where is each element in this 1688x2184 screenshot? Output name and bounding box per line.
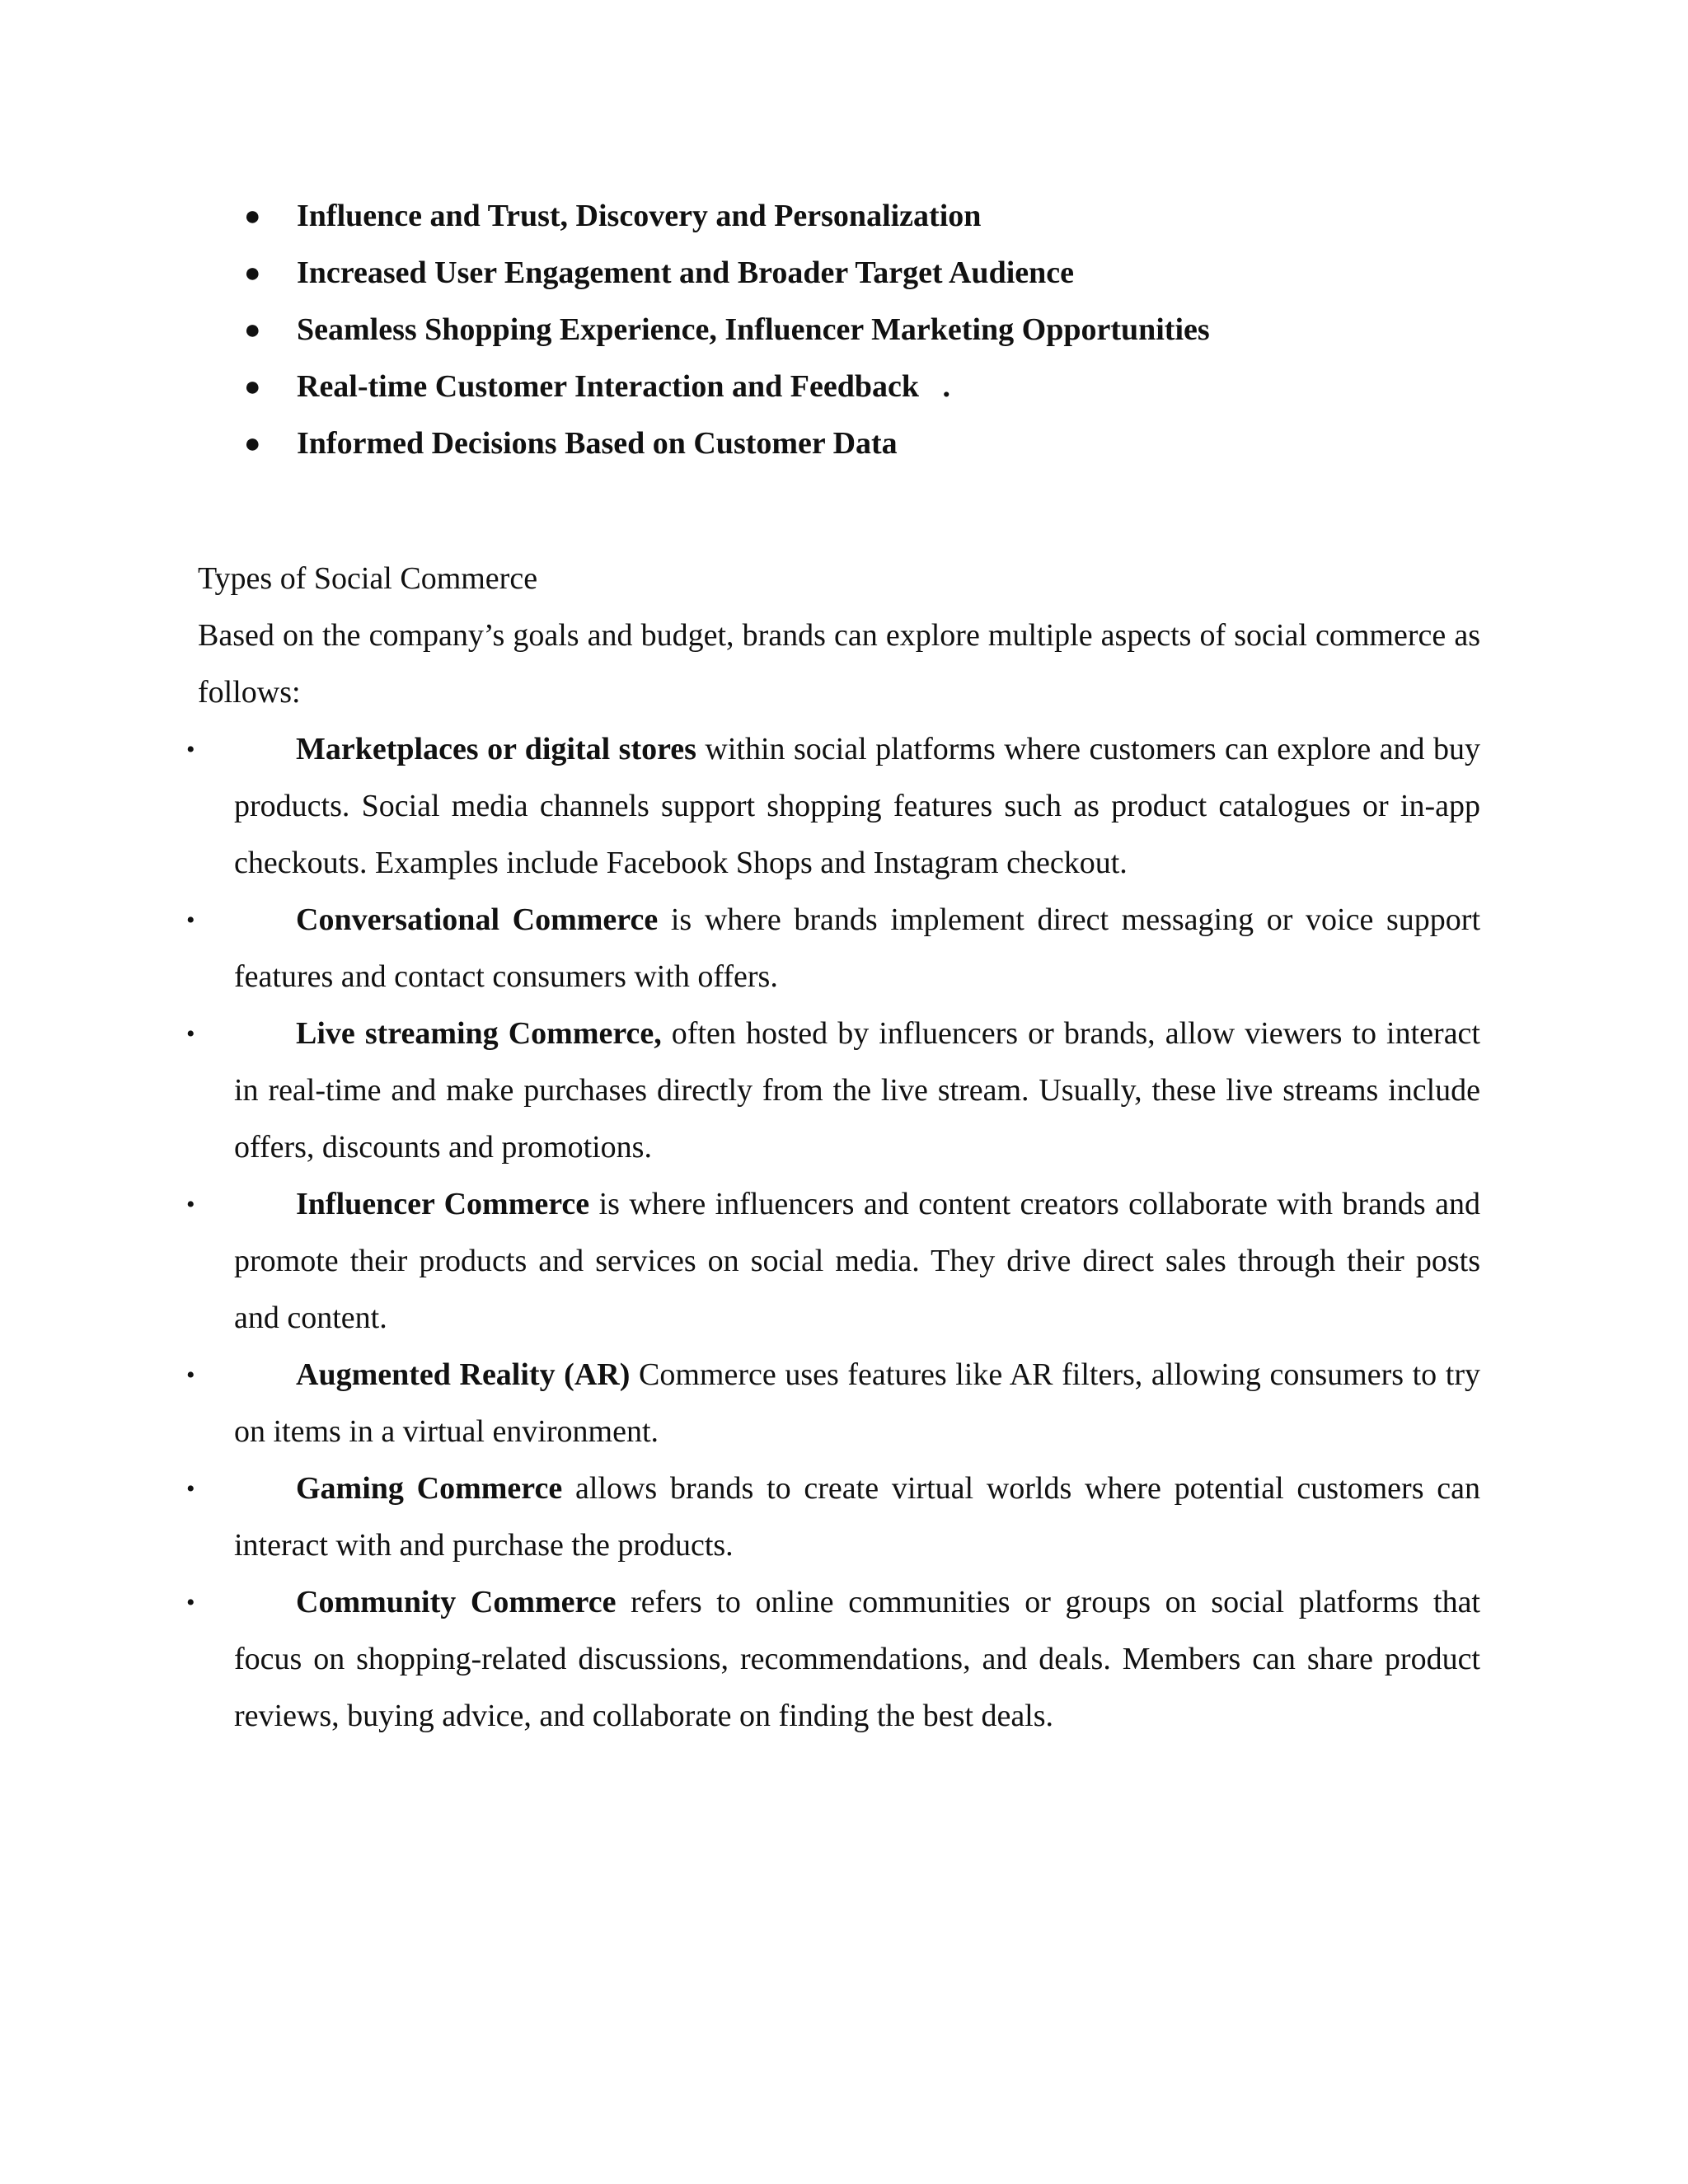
type-term: Influencer Commerce: [296, 1187, 590, 1221]
bullet-icon: ●: [244, 429, 261, 459]
type-description: is where influencers and content creators collaborate with brands and promote their products and services on social media. They drive direct sales through their posts and content.: [234, 1187, 1480, 1335]
bullet-icon: ●: [244, 258, 261, 288]
benefit-text: Real-time Customer Interaction and Feedback .: [297, 369, 950, 404]
type-description: within social platforms where customers can explore and buy products. Social media channels support shopping features such as product catalogues or in-app checkouts. Examples include Facebook Shops and Instagram checkout.: [234, 732, 1481, 880]
type-term: Augmented Reality (AR): [296, 1357, 631, 1392]
type-description: is where brands implement direct messaging or voice support features and contact consumers with offers.: [234, 902, 1481, 994]
benefit-text: Informed Decisions Based on Customer Data: [297, 426, 898, 461]
list-item: [0, 721, 1480, 892]
type-term: Marketplaces or digital stores: [296, 732, 696, 766]
type-description-block: [234, 892, 1480, 1005]
type-description-block: [234, 1574, 1480, 1745]
section-heading: Types of Social Commerce: [198, 561, 538, 596]
bullet-icon: ●: [244, 315, 261, 345]
type-description-block: [234, 721, 1480, 892]
type-description-block: [234, 1176, 1480, 1347]
type-description: allows brands to create virtual worlds where potential customers can interact with and purchase the products.: [234, 1471, 1480, 1563]
bullet-icon: •: [186, 907, 195, 934]
type-term: Conversational Commerce: [296, 902, 659, 937]
list-item: [0, 892, 1480, 1005]
type-description: refers to online communities or groups on social platforms that focus on shopping-related discussions, recommendations, and deals. Members can share product reviews, buying advice, and collaborate on finding the best deals.: [234, 1585, 1480, 1733]
bullet-icon: •: [186, 1020, 195, 1047]
type-term: Live streaming Commerce,: [296, 1016, 662, 1051]
benefit-text: Increased User Engagement and Broader Target Audience: [297, 255, 1074, 290]
type-description: Commerce uses features like AR filters, allowing consumers to try on items in a virtual environment.: [234, 1357, 1480, 1449]
list-item: [0, 1460, 1480, 1574]
bullet-icon: •: [186, 1589, 195, 1616]
type-description: often hosted by influencers or brands, allow viewers to interact in real-time and make purchases directly from the live stream. Usually, these live streams include offers, discounts and promotions.: [234, 1016, 1480, 1165]
bullet-icon: ●: [244, 372, 261, 402]
list-item: [0, 1574, 1480, 1745]
list-item: [0, 1005, 1480, 1176]
type-description-block: [234, 1460, 1480, 1574]
type-term: Gaming Commerce: [296, 1471, 563, 1506]
bullet-icon: •: [186, 1475, 195, 1502]
types-list: [0, 721, 1480, 1745]
section-intro: Based on the company’s goals and budget, brands can explore multiple aspects of social commerce as follows:: [198, 618, 1480, 710]
type-description-block: [234, 1347, 1480, 1460]
type-term: Community Commerce: [296, 1585, 617, 1619]
list-item: [0, 1176, 1480, 1347]
list-item: [0, 1347, 1480, 1460]
bullet-icon: ●: [244, 201, 261, 232]
bullet-icon: •: [186, 736, 195, 763]
bullet-icon: •: [186, 1191, 195, 1218]
benefit-text: Seamless Shopping Experience, Influencer Marketing Opportunities: [297, 312, 1210, 347]
bullet-icon: •: [186, 1361, 195, 1389]
type-description-block: [234, 1005, 1480, 1176]
benefit-text: Influence and Trust, Discovery and Personalization: [297, 199, 982, 233]
